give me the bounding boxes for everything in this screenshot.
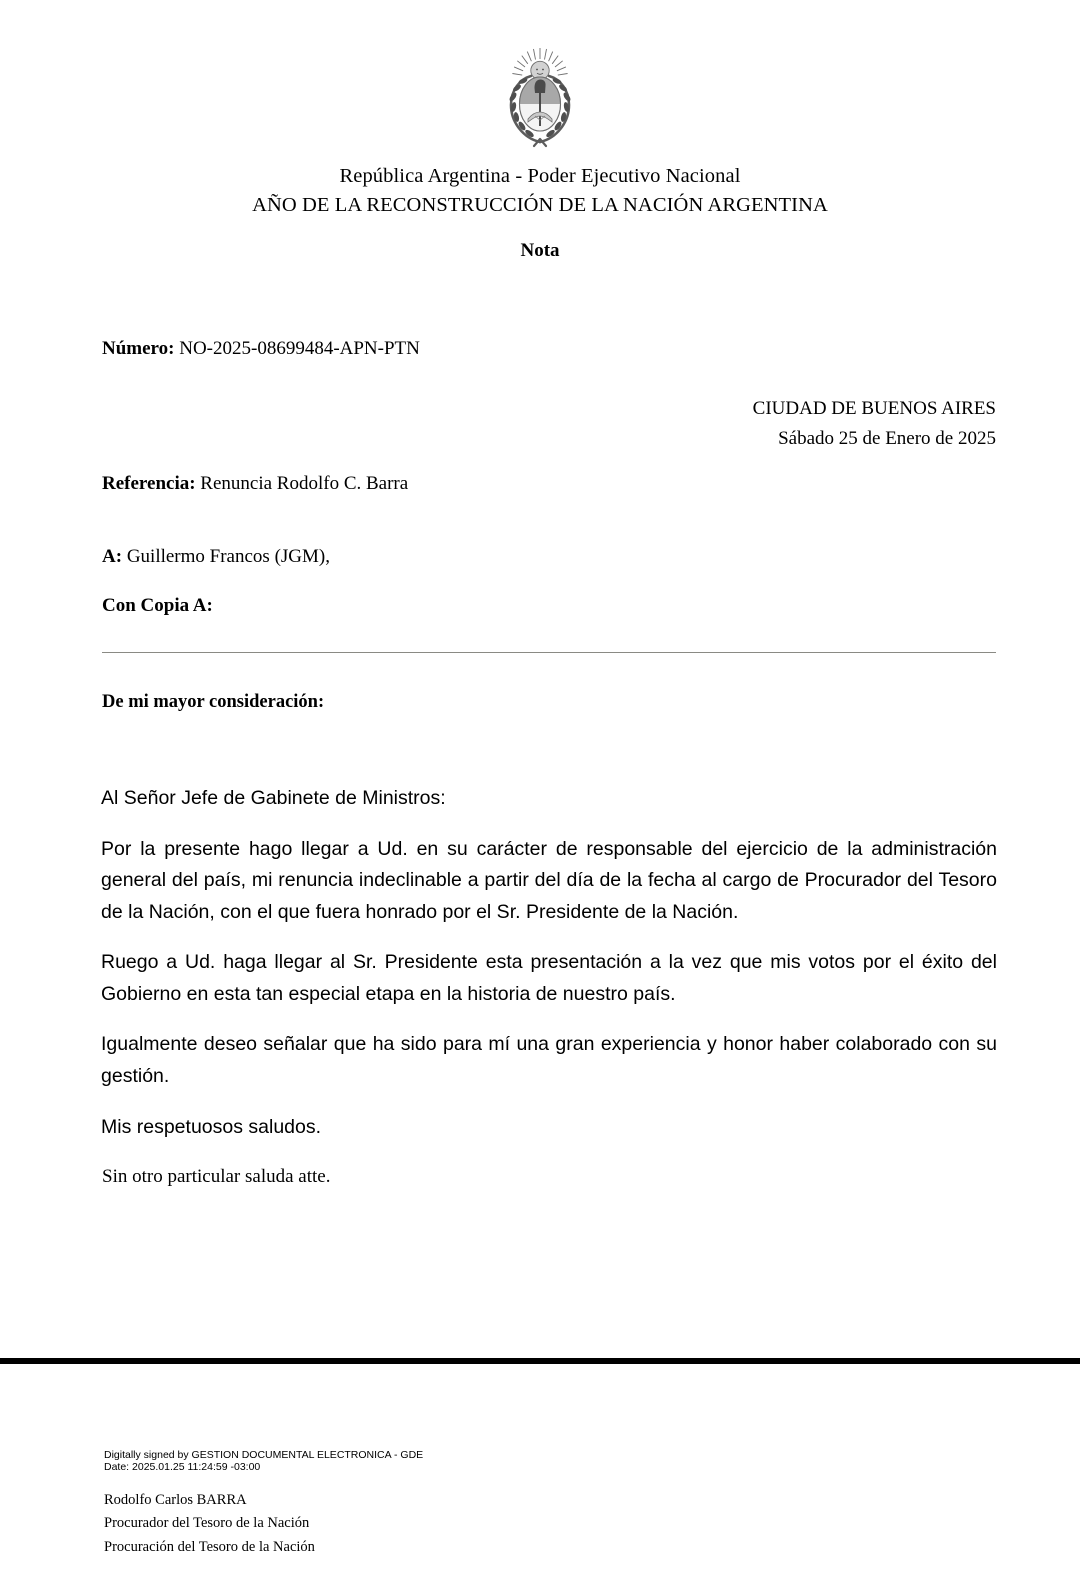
- header-line-republic: República Argentina - Poder Ejecutivo Nacional: [339, 165, 741, 187]
- header-line-year-motto: AÑO DE LA RECONSTRUCCIÓN DE LA NACIÓN ARGENTINA: [252, 194, 828, 217]
- body-paragraph: Igualmente deseo señalar que ha sido para mí una gran experiencia y honor haber colaborado con su gestión.: [101, 1033, 997, 1088]
- signatory-name: Rodolfo Carlos BARRA: [104, 1492, 247, 1508]
- field-numero: [102, 338, 996, 360]
- referencia-label: Referencia:: [102, 473, 196, 494]
- signatory-title: Procurador del Tesoro de la Nación: [104, 1515, 310, 1532]
- field-carbon-copy: Con Copia A:: [102, 595, 213, 616]
- signature-date: Date: 2025.01.25 11:24:59 -03:00: [104, 1461, 261, 1474]
- numero-label: Número:: [102, 338, 175, 359]
- body-paragraph: Al Señor Jefe de Gabinete de Ministros:: [101, 787, 446, 809]
- header-institution: [0, 162, 1080, 220]
- salutation-text: De mi mayor consideración:: [102, 692, 325, 712]
- referencia-value: Renuncia Rodolfo C. Barra: [200, 473, 409, 494]
- numero-value: NO-2025-08699484-APN-PTN: [179, 338, 420, 359]
- field-recipient: [102, 546, 996, 568]
- place-date-block: [102, 394, 996, 455]
- body-paragraph: Por la presente hago llegar a Ud. en su carácter de responsable del ejercicio de la administración general del país, mi renuncia indeclinable a partir del día de la fecha al cargo de Procurador del Tesoro de la Nación, con el que fuera honrado por el Sr. Presidente de la Nación.: [101, 837, 997, 923]
- signatory-organization: Procuración del Tesoro de la Nación: [104, 1538, 315, 1555]
- recipient-label: A:: [102, 546, 123, 567]
- argentina-coat-of-arms-icon: [497, 46, 583, 154]
- header-divider: [102, 652, 996, 653]
- crest-container: [0, 46, 1080, 154]
- body-paragraph: Mis respetuosos saludos.: [101, 1115, 322, 1138]
- document-body: [101, 783, 997, 1143]
- digital-signature-stamp: [104, 1449, 423, 1474]
- footer-rule: [0, 1358, 1080, 1364]
- signature-signed-by: Digitally signed by GESTION DOCUMENTAL ELECTRONICA - GDE: [104, 1449, 424, 1461]
- document-type-title: Nota: [520, 240, 560, 261]
- body-paragraph: Ruego a Ud. haga llegar al Sr. Presidente esta presentación a la vez que mis votos por el éxito del Gobierno en esta tan especial etapa en la historia de nuestro país.: [101, 951, 997, 1005]
- place-value: CIUDAD DE BUENOS AIRES: [752, 398, 996, 419]
- closing-line: Sin otro particular saluda atte.: [102, 1166, 331, 1187]
- recipient-value: Guillermo Francos (JGM),: [126, 546, 330, 567]
- date-value: Sábado 25 de Enero de 2025: [778, 428, 996, 450]
- field-referencia: [102, 473, 996, 495]
- signatory-block: [104, 1489, 315, 1559]
